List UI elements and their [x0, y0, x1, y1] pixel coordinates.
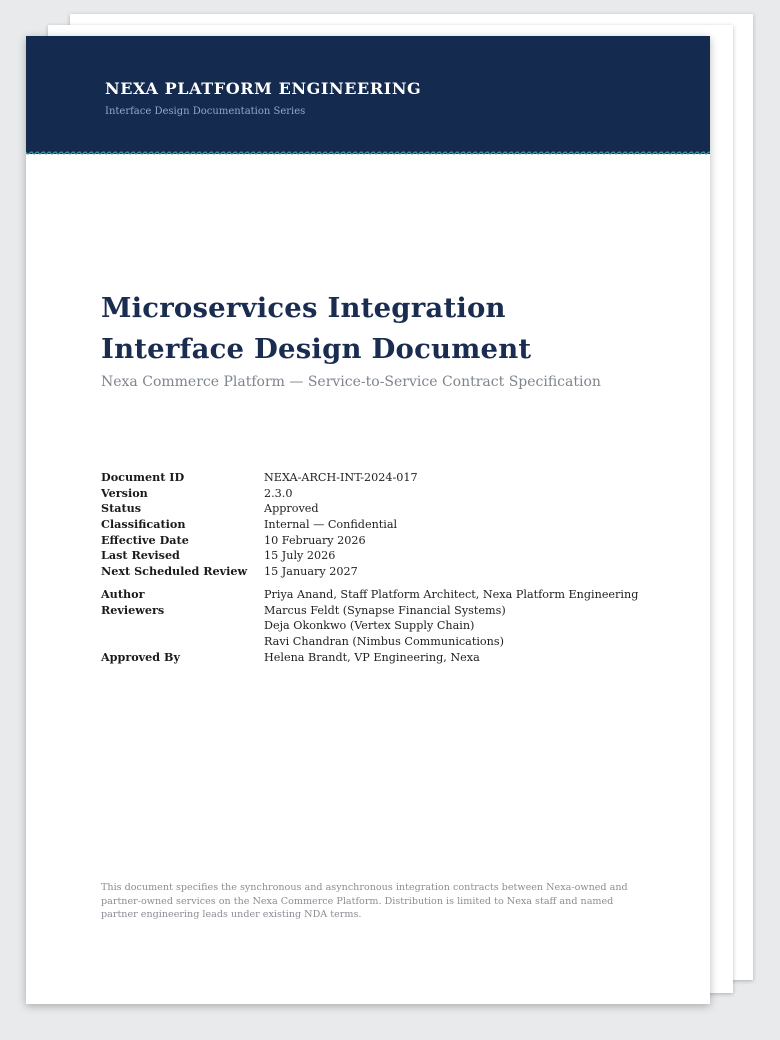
meta-label: Effective Date	[101, 532, 189, 547]
meta-label: Classification	[101, 517, 186, 532]
cover-page	[26, 36, 710, 1004]
document-subtitle: Nexa Commerce Platform — Service-to-Service Contract Specification	[101, 374, 601, 390]
meta-value: 15 January 2027	[264, 565, 358, 579]
meta-value: 15 July 2026	[264, 549, 336, 563]
meta-label: Author	[101, 586, 145, 601]
meta-label: Reviewers	[101, 602, 165, 617]
org-name: NEXA PLATFORM ENGINEERING	[105, 79, 422, 98]
meta-value: 2.3.0	[264, 486, 293, 500]
document-title	[101, 288, 531, 370]
distribution-notice: This document specifies the synchronous and asynchronous integration contracts between Nexa-owned and partner-owned services on the Nexa Commerce Platform. Distribution is limited to Nexa staff and named partner engineering leads under existing NDA terms.	[101, 882, 628, 921]
meta-value: Approved	[264, 502, 319, 516]
title-line-1: Microservices Integration	[101, 292, 506, 324]
meta-value: Ravi Chandran (Nimbus Communications)	[264, 634, 504, 648]
meta-value: Priya Anand, Staff Platform Architect, Nexa Platform Engineering	[264, 587, 639, 601]
meta-value: Marcus Feldt (Synapse Financial Systems)	[264, 603, 506, 617]
meta-value: Internal — Confidential	[264, 518, 398, 532]
meta-label: Version	[101, 485, 148, 500]
meta-value: NEXA-ARCH-INT-2024-017	[264, 471, 418, 484]
meta-value: Deja Okonkwo (Vertex Supply Chain)	[264, 619, 475, 633]
meta-label: Status	[101, 501, 142, 516]
meta-label: Approved By	[101, 649, 180, 664]
meta-value: 10 February 2026	[264, 533, 366, 547]
title-line-2: Interface Design Document	[101, 333, 532, 365]
meta-label: Next Scheduled Review	[101, 564, 248, 579]
series-name: Interface Design Documentation Series	[105, 106, 306, 117]
header-banner	[26, 36, 710, 154]
meta-label: Last Revised	[101, 548, 180, 563]
meta-value: Helena Brandt, VP Engineering, Nexa	[264, 650, 480, 664]
banner-wave-divider	[26, 150, 710, 157]
meta-label: Document ID	[101, 470, 185, 484]
